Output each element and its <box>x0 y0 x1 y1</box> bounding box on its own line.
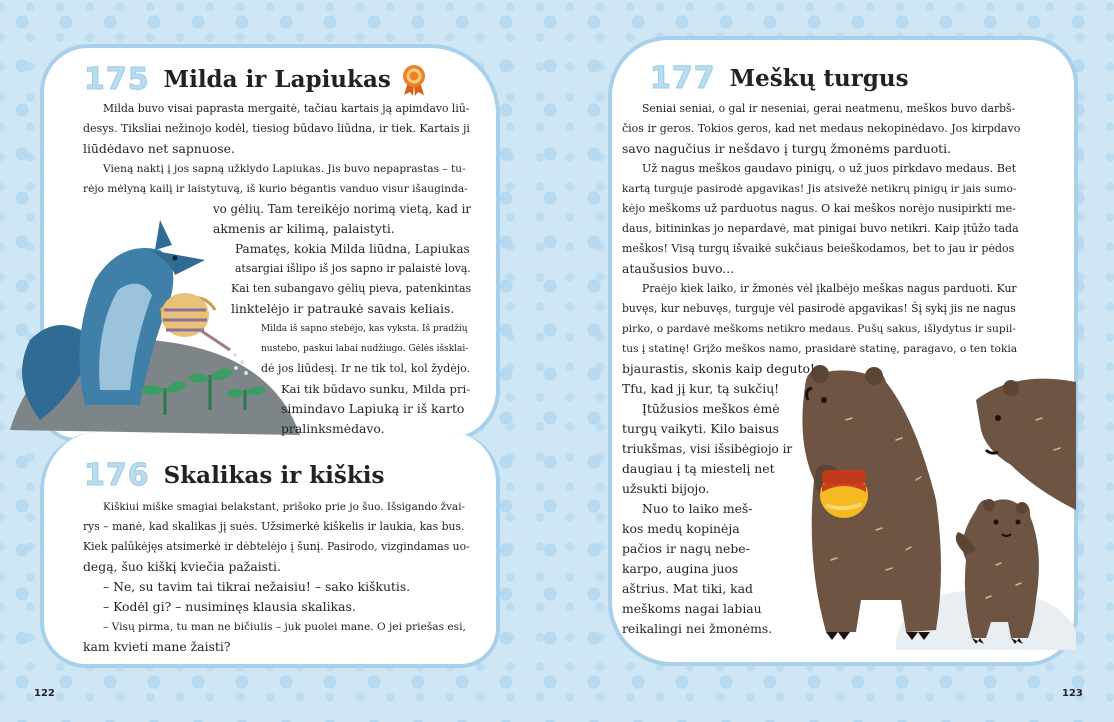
story-175-heading <box>84 62 427 97</box>
line: aštrius. Mat tiki, kad <box>622 581 753 596</box>
line: liūdėdavo net sapnuose. <box>83 141 235 156</box>
line: Už nagus meškos gaudavo pinigų, o už juos pirkdavo medaus. Bet <box>642 162 1017 175</box>
line: buvęs, kur nebuvęs, turguje vėl pasirodė apgavikas! Šį sykį jis ne nagus <box>622 302 1016 315</box>
story-177-heading <box>650 61 909 96</box>
line: čios ir geros. Tokios geros, kad net medaus nekopinėdavo. Jos kirpdavo <box>622 122 1020 135</box>
line: rys – manė, kad skalikas jį suės. Užsimerkė kiškelis ir laukia, kas bus. <box>83 520 465 533</box>
line: – Ne, su tavim tai tikrai nežaisiu! – sako kiškutis. <box>103 579 411 594</box>
story-number: 175 <box>84 62 150 97</box>
line: vo gėlių. Tam tereikėjo norimą vietą, kad ir <box>213 202 471 216</box>
line: Milda buvo visai paprasta mergaitė, tačiau kartais ją apimdavo liū- <box>103 102 470 115</box>
story-176-text <box>83 497 471 657</box>
line: Praėjo kiek laiko, ir žmonės vėl įkalbėjo meškas nagus parduoti. Kur <box>642 282 1017 295</box>
line: kos medų kopinėja <box>622 521 740 536</box>
story-title: Milda ir Lapiukas <box>163 66 391 93</box>
story-title: Skalikas ir kiškis <box>163 462 385 489</box>
line: kam kvieti mane žaisti? <box>83 639 231 654</box>
line: atsargiai išlipo iš jos sapno ir palaistė lovą. <box>235 262 471 275</box>
line: simindavo Lapiuką ir iš karto <box>281 401 465 416</box>
story-title: Meškų turgus <box>729 65 909 92</box>
line: triukšmas, visi išsibėgiojo ir <box>622 442 793 456</box>
story-176-heading <box>84 458 384 493</box>
line: Seniai seniai, o gal ir neseniai, gerai neatmenu, meškos buvo darbš- <box>642 102 1016 115</box>
line: Kai ten subangavo gėlių pieva, patenkintas <box>231 282 471 295</box>
line: daus, bitininkas jo nepardavė, mat pinigai buvo netikri. Kaip įtūžo tada <box>622 222 1019 235</box>
line: rėjo mėlyną kailį ir laistytuvą, iš kurio bėgantis vanduo visur išauginda- <box>83 183 468 195</box>
line: Įtūžusios meškos ėmė <box>642 401 780 416</box>
line: – Visų pirma, tu man ne bičiulis – juk puolei mane. O jei priešas esi, <box>103 621 466 633</box>
line: užsukti bijojo. <box>622 481 710 496</box>
line: nustebo, paskui labai nudžiugo. Gėlės išsklai- <box>261 344 469 354</box>
line: pirko, o pardavė meškoms netikro medaus. Pušų sakus, išlydytus ir supil- <box>622 323 1016 335</box>
line: Kai tik būdavo sunku, Milda pri- <box>281 382 471 396</box>
line: Kiek palūkėjęs atsimerkė ir dėbtelėjo į šunį. Pasirodo, vizgindamas uo- <box>83 540 470 553</box>
line: tus į statinę! Grįžo meškos namo, prasidarė statinę, paragavo, o ten tokia <box>622 343 1018 355</box>
page-number-right: 123 <box>1062 688 1083 699</box>
line: linktelėjo ir patraukė savais keliais. <box>231 301 455 316</box>
line: karpo, augina juos <box>622 561 739 576</box>
line: kėjo meškoms už parduotus nagus. O kai meškos norėjo nusipirkti me- <box>622 202 1016 215</box>
line: Vieną naktį į jos sapną užklydo Lapiukas. Jis buvo nepaprastas – tu- <box>103 163 466 175</box>
line: Tfu, kad jį kur, tą sukčių! <box>622 381 780 396</box>
line: reikalingi nei žmonėms. <box>622 621 773 636</box>
line: degą, šuo kiškį kviečia pažaisti. <box>83 559 281 574</box>
line: bjaurastis, skonis kaip deguto! <box>622 361 815 376</box>
line: desys. Tiksliai nežinojo kodėl, tiesiog būdavo liūdna, ir tiek. Kartais ji <box>83 122 470 135</box>
line: Milda iš sapno stebėjo, kas vyksta. Iš pradžių <box>261 324 468 334</box>
story-number: 177 <box>650 61 716 96</box>
line: kartą turguje pasirodė apgavikas! Jis atsivežė netikrų pinigų ir jais sumo- <box>622 183 1017 195</box>
line: savo nagučius ir nešdavo į turgų žmonėms parduoti. <box>622 141 952 156</box>
line: – Kodėl gi? – nusiminęs klausia skalikas. <box>103 599 356 614</box>
line: pralinksmėdavo. <box>281 421 385 436</box>
line: ataušusios buvo... <box>622 261 735 276</box>
story-177-text <box>622 99 1020 639</box>
line: pačios ir nagų nebe- <box>622 541 750 556</box>
award-badge-icon <box>401 64 427 96</box>
line: daugiau į tą miestelį net <box>622 461 775 476</box>
line: turgų vaikyti. Kilo baisus <box>622 421 779 436</box>
line: Pamatęs, kokia Milda liūdna, Lapiukas <box>235 242 470 256</box>
story-number: 176 <box>84 458 150 493</box>
page-number-left: 122 <box>34 688 55 699</box>
line: akmenis ar kilimą, palaistyti. <box>213 221 395 236</box>
line: meškoms nagai labiau <box>622 601 762 616</box>
line: dė jos liūdesį. Ir ne tik tol, kol žydėjo. <box>261 362 471 375</box>
story-175-text <box>83 99 471 439</box>
line: Kiškiui miške smagiai belakstant, prišoko prie jo šuo. Išsigando žvai- <box>103 501 466 513</box>
line: Nuo to laiko meš- <box>642 501 753 516</box>
line: meškos! Visą turgų išvaikė sukčiaus beieškodamos, bet to jau ir pėdos <box>622 242 1015 255</box>
